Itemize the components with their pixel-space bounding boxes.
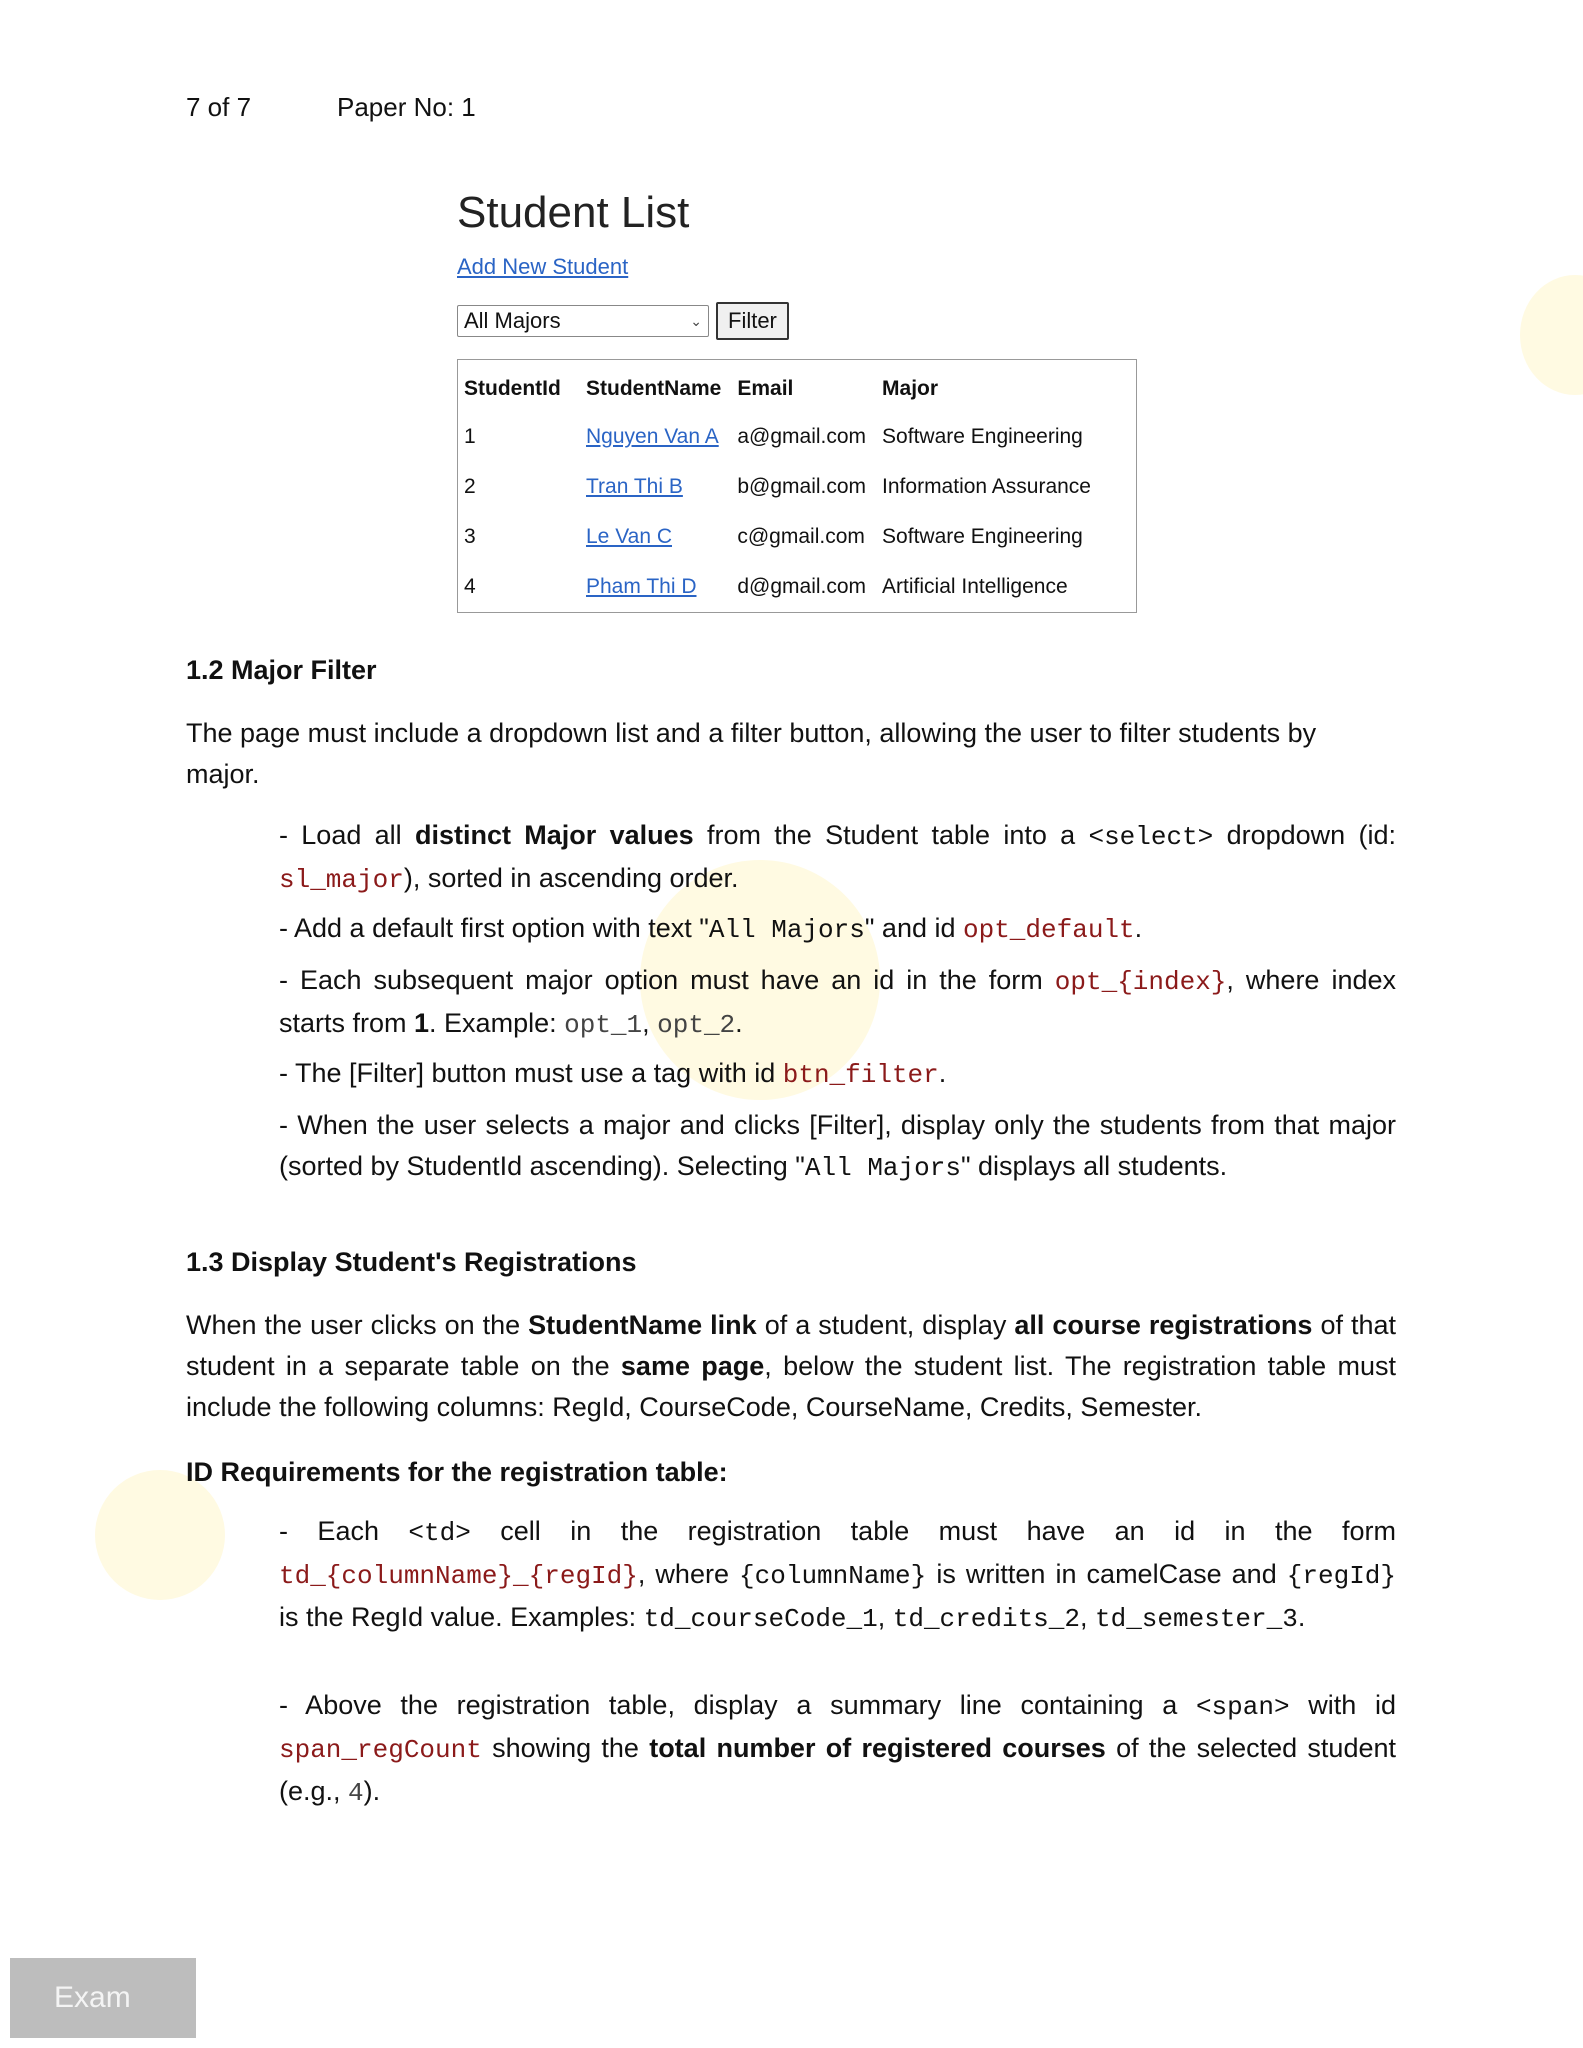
filter-button[interactable]: Filter — [716, 302, 789, 340]
major-select[interactable] — [457, 305, 709, 337]
student-major: Artificial Intelligence — [882, 575, 1068, 598]
text-run: " displays all students. — [960, 1151, 1228, 1181]
major-filter-intro: The page must include a dropdown list and a filter button, allowing the user to filter students by major. — [186, 718, 1317, 789]
bold-run: all course registrations — [1014, 1310, 1313, 1340]
text-run: , — [642, 1008, 658, 1038]
code-id: sl_major — [279, 865, 404, 895]
text-run: , below the student list. The registration table must include the following columns: RegId, CourseCode, CourseName, Credits, Semester. — [186, 1351, 1396, 1422]
student-email: c@gmail.com — [737, 525, 865, 548]
paper-number: Paper No: 1 — [337, 92, 476, 122]
logo-text: Exam — [54, 1981, 131, 2014]
student-name-link[interactable]: Le Van C — [586, 525, 672, 548]
text-run: from the Student table into a — [693, 820, 1089, 850]
requirement-item — [279, 1105, 1396, 1189]
table-row — [464, 462, 1107, 512]
student-name-link[interactable]: Nguyen Van A — [586, 425, 719, 448]
text-run: - Each subsequent major option must have an id in the form — [279, 965, 1055, 995]
bold-run: StudentName link — [528, 1310, 757, 1340]
id-requirements-heading: ID Requirements for the registration table: — [186, 1457, 728, 1487]
text-run: " and id — [864, 913, 963, 943]
code-run: td_semester_3 — [1095, 1604, 1298, 1634]
requirement-item — [279, 1053, 1396, 1096]
text-run: ). — [363, 1776, 381, 1806]
text-run: showing the — [481, 1733, 650, 1763]
text-run: - Add a default first option with text " — [279, 913, 709, 943]
student-email: d@gmail.com — [737, 575, 867, 598]
bold-run: same page — [620, 1351, 765, 1381]
code-run: opt_1 — [564, 1010, 643, 1040]
code-run: All Majors — [804, 1153, 961, 1183]
code-run: <td> — [408, 1518, 471, 1548]
requirement-item — [279, 1511, 1396, 1640]
requirement-item — [279, 908, 1396, 951]
text-run: cell in the registration table must have an id in the form — [470, 1516, 1396, 1546]
text-run: . — [735, 1008, 743, 1038]
student-email: b@gmail.com — [737, 475, 867, 498]
student-table — [457, 359, 1137, 613]
column-header: StudentId — [464, 377, 561, 400]
registrations-paragraph — [186, 1305, 1396, 1428]
chevron-down-icon: ⌄ — [690, 312, 702, 329]
code-id: span_regCount — [279, 1735, 482, 1765]
text-run: - When the user selects a major and clicks [Filter], display only the students from that major (sorted by StudentId ascending). Selecting " — [279, 1110, 1396, 1181]
column-header: Major — [882, 377, 939, 400]
student-list-title: Student List — [457, 188, 690, 237]
requirement-item — [279, 960, 1396, 1046]
major-select-value: All Majors — [464, 308, 561, 333]
code-run: All Majors — [708, 915, 865, 945]
bold-run: total number of registered courses — [649, 1733, 1106, 1763]
code-id: td_{columnName}_{regId} — [279, 1561, 638, 1591]
student-name-link[interactable]: Pham Thi D — [586, 575, 697, 598]
text-run: , where — [637, 1559, 740, 1589]
text-run: ), sorted in ascending order. — [403, 863, 739, 893]
table-row — [464, 562, 1107, 612]
student-id: 3 — [464, 525, 476, 548]
page-counter: 7 of 7 — [186, 92, 252, 122]
student-name-link[interactable]: Tran Thi B — [586, 475, 683, 498]
requirement-item — [279, 815, 1396, 901]
add-new-student-link[interactable]: Add New Student — [457, 254, 629, 279]
code-run: td_courseCode_1 — [643, 1604, 878, 1634]
text-run: . — [1297, 1602, 1306, 1632]
table-row — [464, 512, 1107, 562]
code-run: <span> — [1195, 1692, 1290, 1722]
fu-exam-logo — [10, 1958, 196, 2038]
column-header: StudentName — [586, 377, 722, 400]
code-id: btn_filter — [782, 1060, 939, 1090]
text-run: dropdown (id: — [1213, 820, 1396, 850]
text-run: - Each — [279, 1516, 409, 1546]
text-run: is the RegId value. Examples: — [279, 1602, 644, 1632]
text-run: - Above the registration table, display a summary line containing a — [279, 1690, 1196, 1720]
text-run: . — [1134, 913, 1143, 943]
student-id: 2 — [464, 475, 476, 498]
section-heading-major-filter: 1.2 Major Filter — [186, 655, 377, 685]
text-run: , — [1079, 1602, 1095, 1632]
code-run: td_credits_2 — [892, 1604, 1080, 1634]
text-run: - The [Filter] button must use a tag with id — [279, 1058, 783, 1088]
text-run: of that student in a separate table on the — [186, 1310, 1397, 1381]
requirement-item — [279, 1685, 1396, 1814]
table-header-row — [464, 366, 1107, 412]
code-run: {regId} — [1286, 1561, 1396, 1591]
text-run: , — [877, 1602, 893, 1632]
student-id: 4 — [464, 575, 476, 598]
student-major: Software Engineering — [882, 425, 1083, 448]
bold-run: 1 — [414, 1008, 430, 1038]
text-run: When the user clicks on the — [186, 1310, 529, 1340]
student-email: a@gmail.com — [737, 425, 867, 448]
section-heading-registrations: 1.3 Display Student's Registrations — [186, 1247, 637, 1277]
text-run: with id — [1289, 1690, 1396, 1720]
text-run: . Example: — [429, 1008, 565, 1038]
code-run: opt_2 — [657, 1010, 736, 1040]
code-run: {columnName} — [739, 1561, 927, 1591]
watermark-blob — [1520, 275, 1583, 395]
text-run: . — [938, 1058, 947, 1088]
student-major: Information Assurance — [882, 475, 1091, 498]
column-header: Email — [737, 377, 794, 400]
text-run: , where index starts from — [279, 965, 1396, 1038]
text-run: - Load all — [279, 820, 415, 850]
code-run: <select> — [1088, 822, 1214, 852]
code-run: 4 — [348, 1778, 364, 1808]
text-run: of the selected student (e.g., — [279, 1733, 1396, 1806]
text-run: is written in camelCase and — [926, 1559, 1287, 1589]
code-id: opt_{index} — [1054, 967, 1227, 997]
student-id: 1 — [464, 425, 476, 448]
table-row — [464, 412, 1107, 462]
student-major: Software Engineering — [882, 525, 1083, 548]
bold-run: distinct Major values — [414, 820, 694, 850]
code-id: opt_default — [963, 915, 1135, 945]
text-run: of a student, display — [756, 1310, 1015, 1340]
